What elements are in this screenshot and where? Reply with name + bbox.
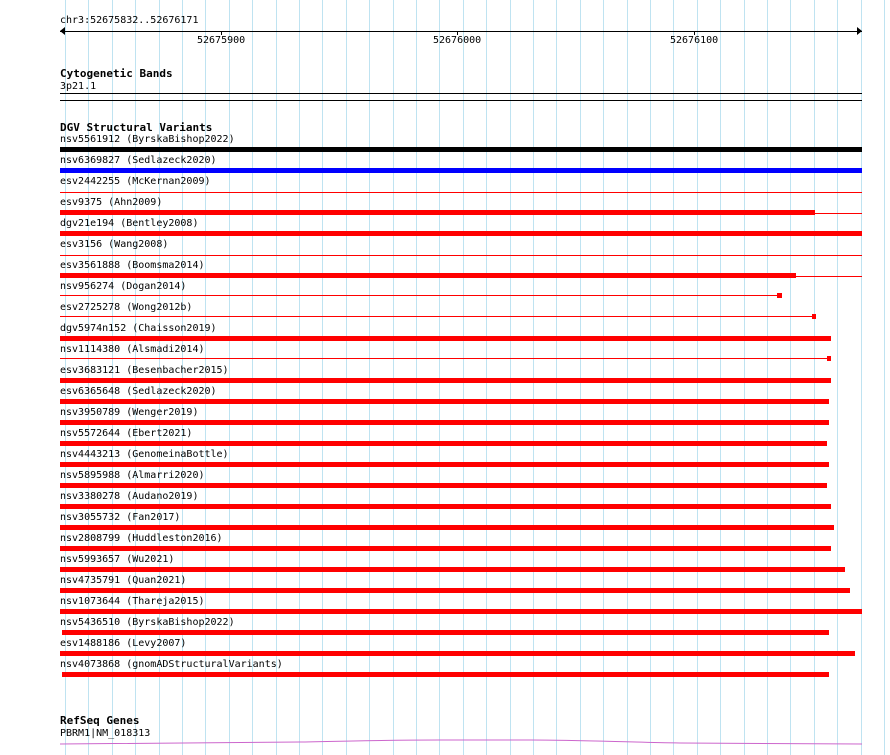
variant-label[interactable]: nsv5895988 (Almarri2020) <box>60 470 205 481</box>
variant-label[interactable]: dgv21e194 (Bentley2008) <box>60 218 199 229</box>
variant-bar[interactable] <box>60 651 855 656</box>
variant-label[interactable]: nsv6369827 (Sedlazeck2020) <box>60 155 217 166</box>
cytoband-label: 3p21.1 <box>60 81 97 92</box>
variant-extent-line[interactable] <box>60 192 862 193</box>
refseq-gene-line <box>60 740 862 744</box>
variant-label[interactable]: nsv4443213 (GenomeinaBottle) <box>60 449 229 460</box>
variant-bar[interactable] <box>60 210 815 215</box>
variant-label[interactable]: esv2442255 (McKernan2009) <box>60 176 211 187</box>
variant-bar[interactable] <box>812 314 816 319</box>
variant-bar[interactable] <box>60 399 829 404</box>
variant-bar[interactable] <box>60 336 831 341</box>
refseq-gene-feature[interactable] <box>60 736 862 748</box>
track-separator-line <box>60 100 862 101</box>
variant-label[interactable]: esv3156 (Wang2008) <box>60 239 169 250</box>
cytoband-band-line[interactable] <box>60 93 862 94</box>
variant-bar[interactable] <box>60 462 829 467</box>
variant-label[interactable]: nsv1073644 (Thareja2015) <box>60 596 205 607</box>
variant-extent-line[interactable] <box>60 295 777 296</box>
cytoband-track-title[interactable]: Cytogenetic Bands <box>60 67 173 80</box>
variant-bar[interactable] <box>60 525 834 530</box>
variant-label[interactable]: nsv3950789 (Wenger2019) <box>60 407 199 418</box>
variant-label[interactable]: esv2725278 (Wong2012b) <box>60 302 193 313</box>
variant-label[interactable]: nsv4073868 (gnomADStructuralVariants) <box>60 659 283 670</box>
variant-label[interactable]: nsv5993657 (Wu2021) <box>60 554 175 565</box>
variant-bar[interactable] <box>60 231 862 236</box>
variant-bar[interactable] <box>60 168 862 173</box>
variant-extent-line[interactable] <box>60 255 862 256</box>
variant-bar[interactable] <box>60 420 829 425</box>
variant-bar[interactable] <box>60 441 827 446</box>
scroll-left-arrow-icon[interactable] <box>60 27 65 35</box>
variant-bar[interactable] <box>62 630 829 635</box>
dgv-track-title[interactable]: DGV Structural Variants <box>60 121 213 134</box>
variant-bar[interactable] <box>60 546 831 551</box>
refseq-track-title[interactable]: RefSeq Genes <box>60 714 140 727</box>
variant-bar[interactable] <box>60 609 862 614</box>
gridline <box>884 0 885 755</box>
variant-label[interactable]: nsv4735791 (Quan2021) <box>60 575 187 586</box>
ruler-tick-label: 52676100 <box>670 35 719 46</box>
variant-label[interactable]: esv9375 (Ahn2009) <box>60 197 163 208</box>
variant-label[interactable]: nsv5561912 (ByrskaBishop2022) <box>60 134 235 145</box>
gridline <box>837 0 838 755</box>
variant-bar[interactable] <box>827 356 831 361</box>
variant-label[interactable]: nsv1114380 (Alsmadi2014) <box>60 344 205 355</box>
scroll-right-arrow-icon[interactable] <box>857 27 862 35</box>
ruler-tick-label: 52676000 <box>433 35 482 46</box>
variant-bar[interactable] <box>60 483 827 488</box>
variant-label[interactable]: nsv5436510 (ByrskaBishop2022) <box>60 617 235 628</box>
gridline <box>861 0 862 755</box>
variant-label[interactable]: dgv5974n152 (Chaisson2019) <box>60 323 217 334</box>
variant-bar[interactable] <box>60 273 796 278</box>
variant-bar[interactable] <box>60 588 850 593</box>
variant-bar[interactable] <box>60 567 845 572</box>
variant-extent-line[interactable] <box>60 316 812 317</box>
variant-bar[interactable] <box>60 504 831 509</box>
variant-bar[interactable] <box>777 293 782 298</box>
ruler-line <box>60 31 862 32</box>
variant-label[interactable]: nsv2808799 (Huddleston2016) <box>60 533 223 544</box>
variant-label[interactable]: nsv3380278 (Audano2019) <box>60 491 199 502</box>
refseq-gene-label[interactable]: PBRM1|NM_018313 <box>60 728 151 739</box>
variant-label[interactable]: esv3683121 (Besenbacher2015) <box>60 365 229 376</box>
ruler-tick-label: 52675900 <box>197 35 246 46</box>
variant-label[interactable]: esv1488186 (Levy2007) <box>60 638 187 649</box>
variant-extent-line[interactable] <box>60 358 827 359</box>
variant-label[interactable]: esv6365648 (Sedlazeck2020) <box>60 386 217 397</box>
variant-label[interactable]: nsv956274 (Dogan2014) <box>60 281 187 292</box>
variant-bar[interactable] <box>62 672 829 677</box>
variant-label[interactable]: nsv3055732 (Fan2017) <box>60 512 181 523</box>
variant-bar[interactable] <box>60 378 831 383</box>
variant-label[interactable]: nsv5572644 (Ebert2021) <box>60 428 193 439</box>
location-label: chr3:52675832..52676171 <box>60 15 199 26</box>
variant-bar[interactable] <box>60 147 862 152</box>
variant-label[interactable]: esv3561888 (Boomsma2014) <box>60 260 205 271</box>
